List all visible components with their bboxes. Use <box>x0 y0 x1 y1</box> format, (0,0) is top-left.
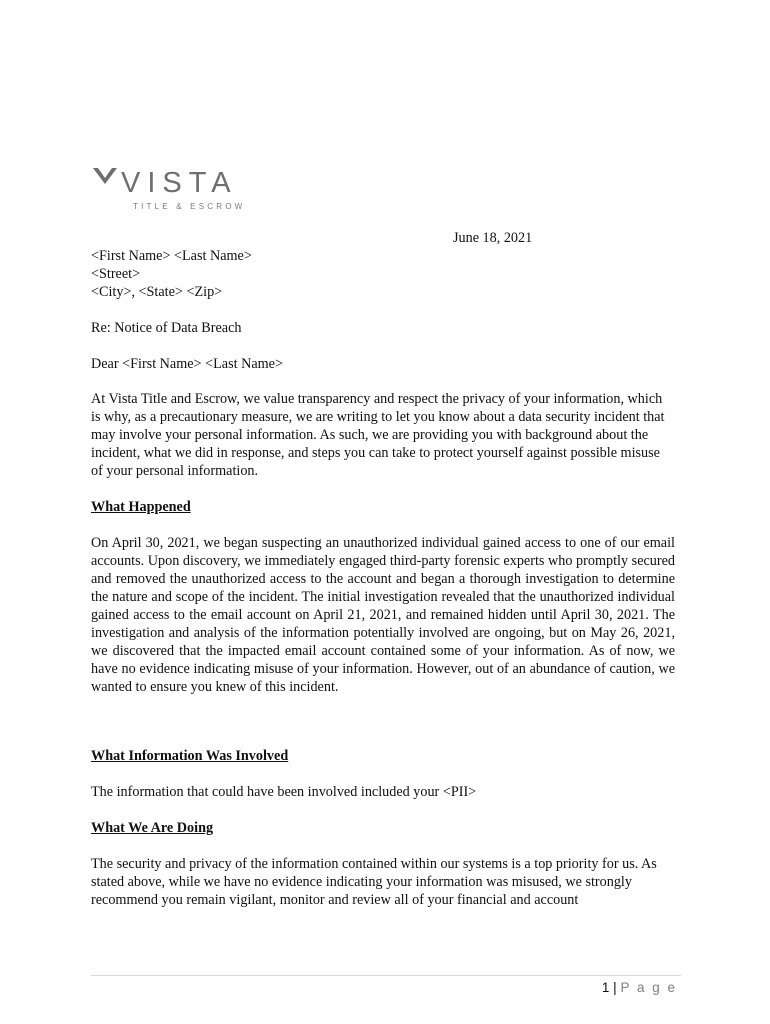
letter-salutation: Dear <First Name> <Last Name> <box>91 356 283 372</box>
section-body-what-happened: On April 30, 2021, we began suspecting an unauthorized individual gained access to one of our email accounts. Upon discovery, we immediately engaged third-party forensic experts who promptly secured and removed the unauthorized access to the account and began a thorough investigation to determine the nature and scope of the incident. The initial investigation revealed that the unauthorized individual gained access to the email account on April 21, 2021, and remained hidden until April 30, 2021. The investigation and analysis of the information potentially involved are ongoing, but on May 26, 2021, we discovered that the impacted email account contained some of your information. As of now, we have no evidence indicating misuse of your information. However, out of an abundance of caution, we wanted to ensure you knew of this incident. <box>91 535 675 695</box>
recipient-address <box>91 247 252 301</box>
vista-chevron-icon <box>93 166 117 186</box>
address-line-street: <Street> <box>91 266 141 282</box>
page-number: 1 <box>601 980 610 995</box>
page-label: P a g e <box>620 980 677 995</box>
letter-subject: Re: Notice of Data Breach <box>91 320 242 336</box>
letter-date: June 18, 2021 <box>453 230 533 246</box>
intro-paragraph: At Vista Title and Escrow, we value transparency and respect the privacy of your information, which is why, as a precautionary measure, we are writing to let you know about a data security incident that may involve your personal information. As such, we are providing you with background about the incident, what we did in response, and steps you can take to protect yourself against possible misuse of your personal information. <box>91 391 665 479</box>
address-line-city: <City>, <State> <Zip> <box>91 284 223 300</box>
section-heading-what-happened: What Happened <box>91 499 191 515</box>
section-body-what-we-are-doing: The security and privacy of the information contained within our systems is a top priority for us. As stated above, while we have no evidence indicating your information was misused, we strongly recommend you remain vigilant, monitor and review all of your financial and account <box>91 856 657 908</box>
address-line-name: <First Name> <Last Name> <box>91 248 252 264</box>
footer-separator: | <box>613 980 617 995</box>
footer-divider <box>91 975 681 976</box>
section-body-information-involved: The information that could have been involved included your <PII> <box>91 784 477 800</box>
section-heading-what-we-are-doing: What We Are Doing <box>91 820 214 836</box>
logo-wordmark: VISTA <box>121 167 238 199</box>
company-logo <box>93 166 253 214</box>
section-heading-information-involved: What Information Was Involved <box>91 748 289 764</box>
page-footer <box>602 979 677 997</box>
logo-tagline: TITLE & ESCROW <box>133 202 246 211</box>
